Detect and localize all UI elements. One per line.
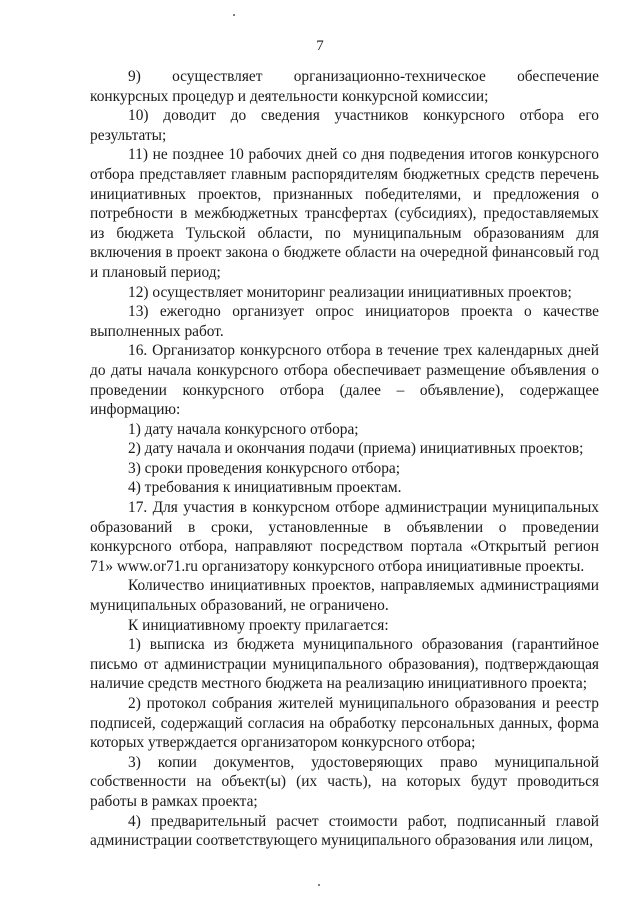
document-body <box>90 67 599 851</box>
page-number: 7 <box>316 38 324 54</box>
paragraph-attachments-intro: К инициативному проекту прилагается: <box>128 616 389 634</box>
paragraph-list-item-3: 3) сроки проведения конкурсного отбора; <box>128 459 401 477</box>
paragraph-attachment-3: 3) копии документов, удостоверяющих право муниципальной собственности на объект(ы) (их часть), на которых будут проводиться работы в рамках проекта; <box>90 753 599 810</box>
paragraph-section-16: 16. Организатор конкурсного отбора в течение трех календарных дней до даты начала конкурсного отбора обеспечивает размещение объявления о проведении конкурсного отбора (далее – объявление), содержащее информацию: <box>90 342 599 419</box>
scan-speck <box>233 14 235 16</box>
paragraph-attachment-4: 4) предварительный расчет стоимости работ, подписанный главой администрации соответствующего муниципального образования или лицом, <box>90 812 599 850</box>
paragraph-item-9: 9) осуществляет организационно-техническое обеспечение конкурсных процедур и деятельности конкурсной комиссии; <box>90 68 599 105</box>
paragraph-item-11: 11) не позднее 10 рабочих дней со дня подведения итогов конкурсного отбора представляет главным распорядителям бюджетных средств перечень инициативных проектов, признанных победителями, и предложения о потребности в межбюджетных трансфертах (субсидиях), предоставляемых из бюджета Тульской области, по муниципальным образованиям для включения в проект закона о бюджете области на очередной финансовый год и плановый период; <box>90 146 599 281</box>
paragraph-item-10: 10) доводит до сведения участников конкурсного отбора его результаты; <box>90 107 599 144</box>
paragraph-project-count: Количество инициативных проектов, направляемых администрациями муниципальных образований, не ограничено. <box>90 577 599 615</box>
paragraph-item-13: 13) ежегодно организует опрос инициаторов проекта о качестве выполненных работ. <box>90 303 599 340</box>
paragraph-list-item-4: 4) требования к инициативным проектам. <box>128 479 402 497</box>
paragraph-item-12: 12) осуществляет мониторинг реализации инициативных проектов; <box>128 283 572 301</box>
paragraph-list-item-1: 1) дату начала конкурсного отбора; <box>128 420 359 438</box>
paragraph-section-17: 17. Для участия в конкурсном отборе администрации муниципальных образований в сроки, установленные в объявлении о проведении конкурсного отбора, направляют посредством портала «Открытый регион 71» www.or71.ru организатору конкурсного отбора инициативные проекты. <box>90 499 599 575</box>
paragraph-attachment-1: 1) выписка из бюджета муниципального образования (гарантийное письмо от администрации муниципального образования), подтверждающая наличие средств местного бюджета на реализацию инициативного проекта; <box>90 636 599 693</box>
scan-speck <box>318 884 320 886</box>
paragraph-list-item-2: 2) дату начала и окончания подачи (приема) инициативных проектов; <box>128 440 584 458</box>
paragraph-attachment-2: 2) протокол собрания жителей муниципального образования и реестр подписей, содержащий согласия на обработку персональных данных, форма которых утверждается организатором конкурсного отбора; <box>90 695 599 752</box>
